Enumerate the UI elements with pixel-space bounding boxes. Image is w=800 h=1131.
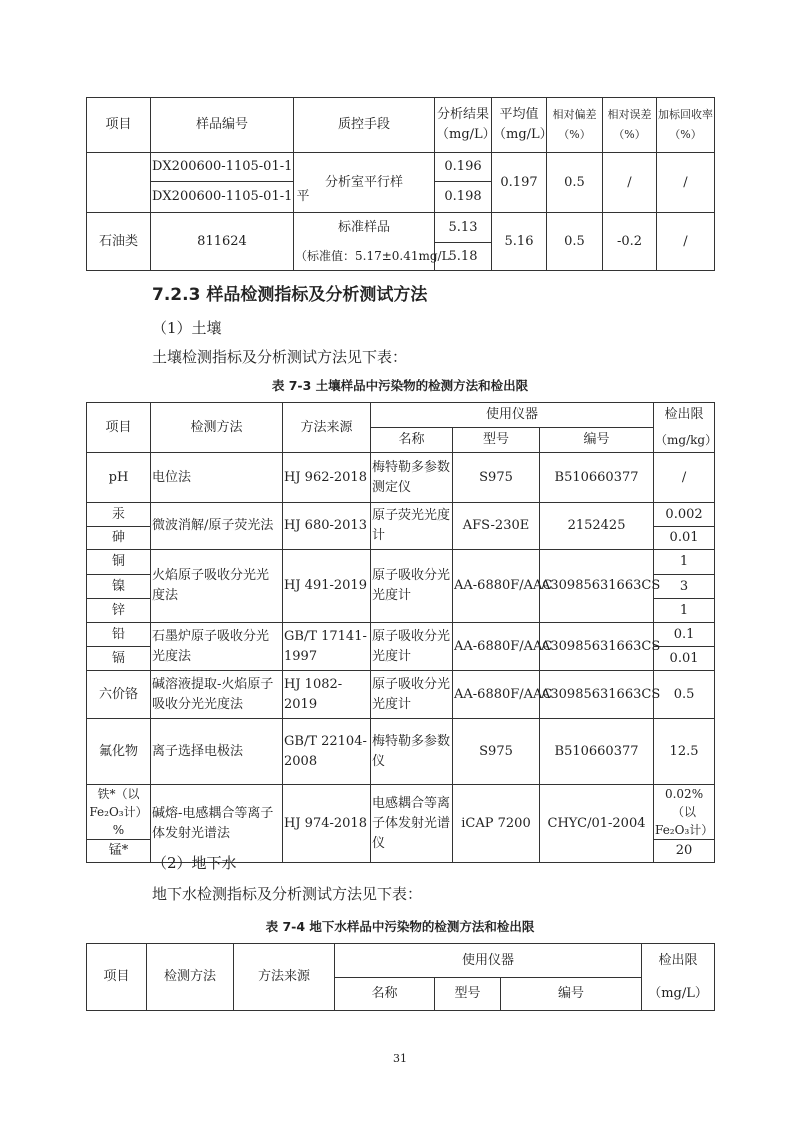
cell-sample: 811624 <box>151 213 294 271</box>
cell-instrument-name: 原子吸收分光光度计 <box>371 623 453 671</box>
cell-model: AA-6880F/AAC <box>453 671 540 719</box>
header-item: 项目 <box>87 403 151 453</box>
cell-item: 镉 <box>87 647 151 671</box>
header-cell: 项目 <box>87 98 151 153</box>
table-header-row <box>87 98 715 153</box>
cell-serial: B510660377 <box>540 719 654 785</box>
header-instrument: 使用仪器 <box>335 944 642 978</box>
header-item: 项目 <box>87 944 147 1011</box>
cell-instrument-name: 原子荧光光度计 <box>371 503 453 550</box>
table-row <box>87 213 715 243</box>
header-limit: 检出限 <box>654 403 715 428</box>
groundwater-intro: 地下水检测指标及分析测试方法见下表： <box>152 885 423 903</box>
cell-instrument-name: 梅特勒多参数测定仪 <box>371 453 453 503</box>
header-source: 方法来源 <box>283 403 371 453</box>
header-limit-unit: （mg/kg） <box>654 428 715 453</box>
cell-result: 0.198 <box>435 182 492 213</box>
cell-serial: A30985631663CS <box>540 671 654 719</box>
cell-sample: DX200600-1105-01-1 <box>151 153 294 182</box>
header-cell: 质控手段 <box>294 98 435 153</box>
cell-item: 锰* <box>87 840 151 863</box>
cell-limit: 12.5 <box>654 719 715 785</box>
cell-method-note: （标准值：5.17±0.41mg/L <box>294 243 435 271</box>
cell-source: HJ 491-2019 <box>283 550 371 623</box>
cell-item: 石油类 <box>87 213 151 271</box>
cell-method: 火焰原子吸收分光光度法 <box>151 550 283 623</box>
header-cell: 样品编号 <box>151 98 294 153</box>
cell-serial: A30985631663CS <box>540 550 654 623</box>
cell-instrument-name: 原子吸收分光光度计 <box>371 550 453 623</box>
cell-item: 氟化物 <box>87 719 151 785</box>
header-method: 检测方法 <box>151 403 283 453</box>
cell-recovery: / <box>657 213 715 271</box>
table-row <box>87 719 715 785</box>
header-model: 型号 <box>435 978 501 1011</box>
cell-limit: / <box>654 453 715 503</box>
section-heading: 7.2.3 样品检测指标及分析测试方法 <box>152 285 428 305</box>
header-cell: 平均值（mg/L） <box>492 98 547 153</box>
cell-method: 微波消解/原子荧光法 <box>151 503 283 550</box>
cell-item: 铁*（以Fe₂O₃计）% <box>87 785 151 840</box>
cell-method: 分析室平行样 <box>294 153 435 213</box>
cell-item: 六价铬 <box>87 671 151 719</box>
cell-mean: 5.16 <box>492 213 547 271</box>
cell-source: HJ 962-2018 <box>283 453 371 503</box>
cell-instrument-name: 电感耦合等离子体发射光谱仪 <box>371 785 453 863</box>
cell-item: 锌 <box>87 599 151 623</box>
header-source: 方法来源 <box>234 944 335 1011</box>
cell-limit: 0.1 <box>654 623 715 647</box>
cell-item <box>87 153 151 213</box>
table-header-row <box>87 403 715 428</box>
cell-item: 铅 <box>87 623 151 647</box>
header-cell: 分析结果（mg/L） <box>435 98 492 153</box>
page-number: 31 <box>393 1052 407 1065</box>
groundwater-subheading: （2）地下水 <box>152 854 237 872</box>
cell-model: iCAP 7200 <box>453 785 540 863</box>
cell-item: 铜 <box>87 550 151 575</box>
table-header-row <box>87 944 715 978</box>
soil-table-caption: 表 7-3 土壤样品中污染物的检测方法和检出限 <box>271 378 529 393</box>
cell-method: 离子选择电极法 <box>151 719 283 785</box>
cell-model: AFS-230E <box>453 503 540 550</box>
cell-item: 汞 <box>87 503 151 527</box>
cell-rel-err: -0.2 <box>603 213 657 271</box>
header-name: 名称 <box>335 978 435 1011</box>
cell-limit: 0.02%（以Fe₂O₃计） <box>654 785 715 840</box>
cell-serial: 2152425 <box>540 503 654 550</box>
table-row <box>87 453 715 503</box>
header-name: 名称 <box>371 428 453 453</box>
header-cell: 相对误差（%） <box>603 98 657 153</box>
cell-serial: A30985631663CS <box>540 623 654 671</box>
header-cell: 相对偏差（%） <box>547 98 603 153</box>
cell-model: S975 <box>453 453 540 503</box>
soil-subheading: （1）土壤 <box>152 319 222 337</box>
cell-rel-dev: 0.5 <box>547 213 603 271</box>
cell-model: AA-6880F/AAC <box>453 623 540 671</box>
cell-limit: 0.01 <box>654 527 715 550</box>
qc-table <box>86 97 715 271</box>
cell-source: GB/T 22104-2008 <box>283 719 371 785</box>
header-model: 型号 <box>453 428 540 453</box>
header-cell: 加标回收率（%） <box>657 98 715 153</box>
soil-methods-table <box>86 402 718 863</box>
cell-method: 电位法 <box>151 453 283 503</box>
cell-model: AA-6880F/AAC <box>453 550 540 623</box>
header-limit: 检出限 <box>642 944 715 978</box>
table-row <box>87 550 715 575</box>
table-row <box>87 503 715 527</box>
cell-instrument-name: 原子吸收分光光度计 <box>371 671 453 719</box>
header-serial: 编号 <box>501 978 642 1011</box>
cell-item: 砷 <box>87 527 151 550</box>
cell-rel-err: / <box>603 153 657 213</box>
cell-method: 碱熔-电感耦合等离子体发射光谱法 <box>151 785 283 863</box>
cell-item: 镍 <box>87 575 151 599</box>
cell-result: 5.18 <box>435 243 492 271</box>
cell-source: HJ 974-2018 <box>283 785 371 863</box>
cell-sample: DX200600-1105-01-1 平 <box>151 182 294 213</box>
cell-serial: CHYC/01-2004 <box>540 785 654 863</box>
cell-item: pH <box>87 453 151 503</box>
table-row <box>87 153 715 182</box>
cell-result: 5.13 <box>435 213 492 243</box>
table-row <box>87 671 715 719</box>
cell-model: S975 <box>453 719 540 785</box>
table-row <box>87 785 715 840</box>
header-serial: 编号 <box>540 428 654 453</box>
cell-serial: B510660377 <box>540 453 654 503</box>
cell-limit: 1 <box>654 599 715 623</box>
cell-method: 石墨炉原子吸收分光光度法 <box>151 623 283 671</box>
cell-limit: 0.5 <box>654 671 715 719</box>
cell-limit: 3 <box>654 575 715 599</box>
groundwater-methods-table <box>86 943 715 1011</box>
table-row <box>87 623 715 647</box>
cell-source: HJ 1082-2019 <box>283 671 371 719</box>
header-method: 检测方法 <box>147 944 234 1011</box>
cell-limit: 20 <box>654 840 715 863</box>
cell-limit: 1 <box>654 550 715 575</box>
cell-source: HJ 680-2013 <box>283 503 371 550</box>
cell-mean: 0.197 <box>492 153 547 213</box>
cell-recovery: / <box>657 153 715 213</box>
cell-source: GB/T 17141-1997 <box>283 623 371 671</box>
soil-intro: 土壤检测指标及分析测试方法见下表： <box>152 348 408 366</box>
cell-method: 碱溶液提取-火焰原子吸收分光光度法 <box>151 671 283 719</box>
groundwater-table-caption: 表 7-4 地下水样品中污染物的检测方法和检出限 <box>265 919 535 934</box>
cell-rel-dev: 0.5 <box>547 153 603 213</box>
cell-limit: 0.01 <box>654 647 715 671</box>
header-limit-unit: （mg/L） <box>642 978 715 1011</box>
cell-instrument-name: 梅特勒多参数仪 <box>371 719 453 785</box>
cell-limit: 0.002 <box>654 503 715 527</box>
cell-result: 0.196 <box>435 153 492 182</box>
header-instrument: 使用仪器 <box>371 403 654 428</box>
cell-method: 标准样品 <box>294 213 435 243</box>
